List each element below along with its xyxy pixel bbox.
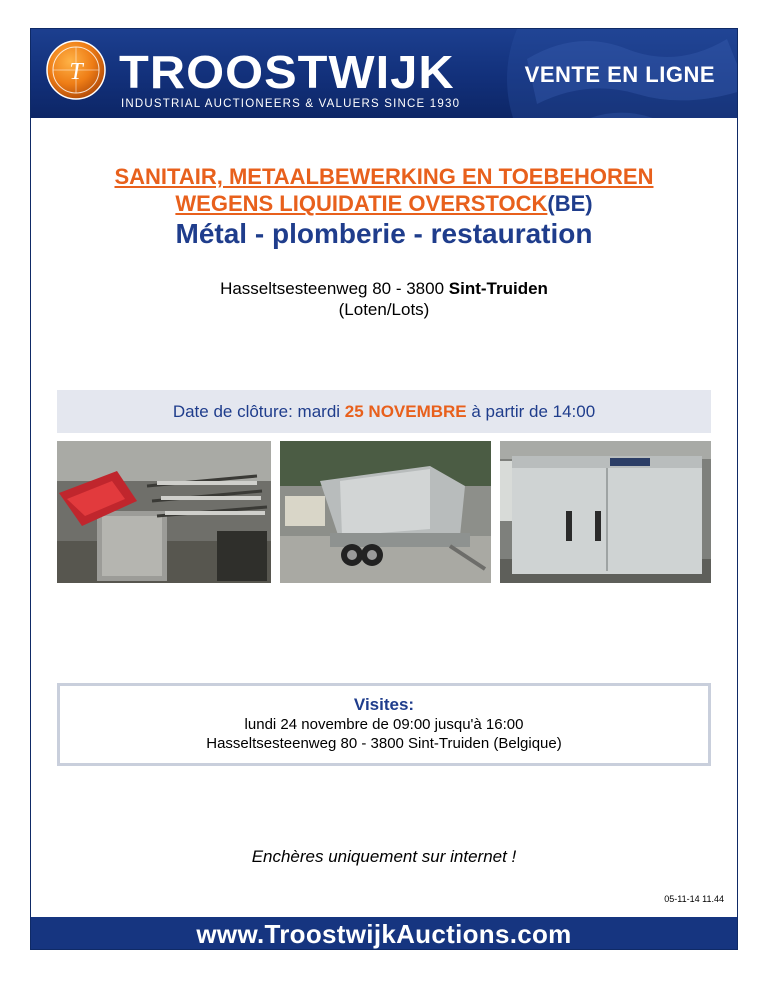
closing-date-bar xyxy=(57,390,711,433)
troostwijk-logo-icon xyxy=(45,39,107,101)
address-city: Sint-Truiden xyxy=(448,279,548,298)
visits-date: lundi 24 novembre de 09:00 jusqu'à 16:00 xyxy=(244,716,524,733)
auction-title-line2 xyxy=(31,190,737,217)
visits-box xyxy=(57,683,711,766)
header-banner xyxy=(31,29,737,118)
address-block xyxy=(31,278,737,320)
svg-text:T: T xyxy=(69,59,83,85)
auction-title-line2-text: WEGENS LIQUIDATIE OVERSTOCK xyxy=(175,191,548,216)
closing-date: 25 NOVEMBRE xyxy=(344,402,467,421)
country-code: (BE) xyxy=(547,191,593,216)
auction-title-line1: SANITAIR, METAALBEWERKING EN TOEBEHOREN xyxy=(114,164,654,189)
lots-label: (Loten/Lots) xyxy=(338,300,430,319)
photo-refrigerator xyxy=(500,441,711,583)
visits-title: Visites: xyxy=(353,695,415,714)
photo-bandsaw xyxy=(57,441,271,583)
closing-label: Date de clôture: mardi xyxy=(172,402,345,421)
brand-tagline: INDUSTRIAL AUCTIONEERS & VALUERS SINCE 1930 xyxy=(121,98,461,110)
brand-name: TROOSTWIJK xyxy=(119,46,455,98)
auction-subtitle: Métal - plomberie - restauration xyxy=(175,218,593,249)
closing-time: à partir de 14:00 xyxy=(466,402,596,421)
print-timestamp: 05-11-14 11.44 xyxy=(664,894,724,904)
address-street: Hasseltsesteenweg 80 - 3800 xyxy=(220,279,449,298)
visits-address: Hasseltsesteenweg 80 - 3800 Sint-Truiden (Belgique) xyxy=(206,735,562,752)
website-link[interactable]: www.TroostwijkAuctions.com xyxy=(31,917,737,949)
sale-type-label: VENTE EN LIGNE xyxy=(524,62,715,87)
photo-trailer xyxy=(280,441,491,583)
online-only-note: Enchères uniquement sur internet ! xyxy=(251,847,517,866)
address-line xyxy=(31,278,737,299)
auction-title-block xyxy=(31,163,737,251)
